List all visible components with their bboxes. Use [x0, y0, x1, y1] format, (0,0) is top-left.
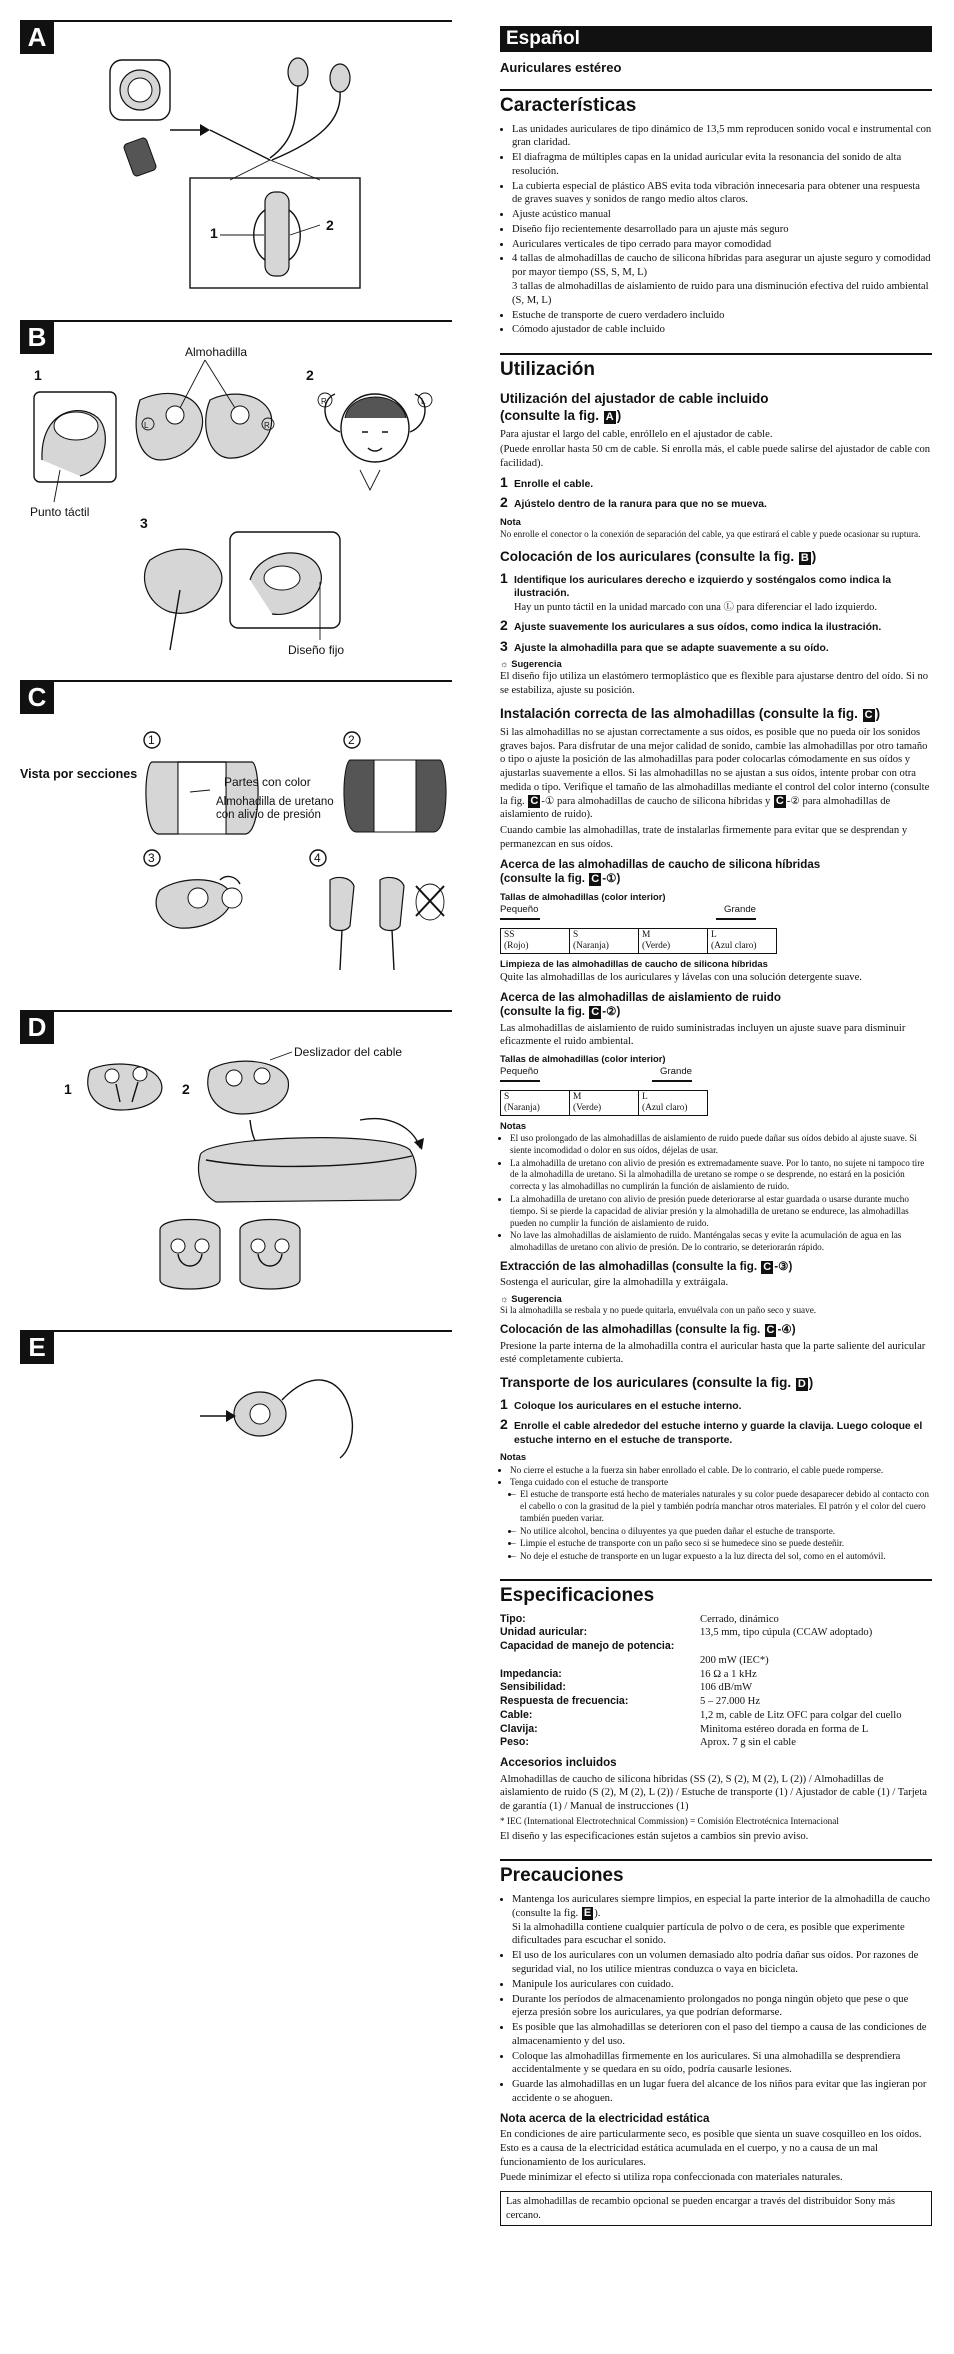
- figure-b-step-1: 1: [34, 367, 42, 383]
- placing-step-1: 1 Identifique los auriculares derecho e izquierdo y sosténgalos como indica la ilustración. Hay un punto táctil en la unidad marcado con una Ⓛ para diferenciar el lado izquierdo.: [500, 569, 892, 613]
- list-item: • Las unidades auriculares de tipo dinámico de 13,5 mm reproducen sonido vocal e instrumental con gran claridad.: [512, 123, 932, 151]
- figure-d-illustration: [20, 1010, 452, 1310]
- adjuster-step-2: 2 Ajústelo dentro de la ranura para que no se mueva.: [500, 494, 767, 511]
- list-item: • Auriculares verticales de tipo cerrado para mayor comodidad: [512, 238, 932, 252]
- placing-step-3: 3 Ajuste la almohadilla para que se adapte suavemente a su oído.: [500, 637, 829, 654]
- adjuster-heading: Utilización del ajustador de cable incluido (consulte la fig. A ): [500, 390, 769, 423]
- figure-b-label-almohadilla: Almohadilla: [185, 345, 248, 359]
- install-heading: Instalación correcta de las almohadillas (consulte la fig. C ): [500, 706, 881, 722]
- figure-b-label-diseno: Diseño fijo: [288, 643, 345, 657]
- list-item: – • No utilice alcohol, bencina o diluyentes ya que pueden dañar el estuche de transporte.: [520, 1526, 932, 1538]
- removal-heading: Extracción de las almohadillas (consulte la fig. C -③): [500, 1259, 793, 1273]
- list-item: • Durante los períodos de almacenamiento prolongados no ponga ningún objeto que pese o que ejerza presión sobre los auriculares, ya que podrían deformarse.: [512, 1993, 932, 2021]
- svg-text:R: R: [264, 421, 270, 430]
- figure-e-illustration: [20, 1330, 452, 1460]
- figure-c-uretano: Almohadilla de uretano con alivio de presión: [216, 796, 334, 822]
- list-item: • Coloque las almohadillas firmemente en los auriculares. Si una almohadilla se desprendiera accidentalmente y se quedara en su oído, podría causarle lesiones.: [512, 2050, 932, 2078]
- usage-heading: Utilización: [500, 353, 932, 383]
- specs-heading: Especificaciones: [500, 1579, 932, 1609]
- figure-a-illustration: [20, 20, 452, 310]
- noise-heading: Acerca de las almohadillas de aislamiento de ruido (consulte la fig. C -②): [500, 990, 781, 1019]
- svg-text:1: 1: [148, 733, 155, 747]
- replacement-note: Las almohadillas de recambio opcional se pueden encargar a través del distribuidor Sony más cercano.: [500, 2191, 932, 2226]
- list-item: • La almohadilla de uretano con alivio de presión es extremadamente suave. Por lo tanto, no sujete ni tampoco tire de la almohadilla de uretano. Si la almohadilla de uretano se rompe o se desprende, no estará en la posición correcta y las almohadillas no cumplirán la función de aislamiento de ruido.: [510, 1158, 932, 1193]
- figure-c-partes: Partes con color: [224, 775, 311, 789]
- list-item: – • No deje el estuche de transporte en un lugar expuesto a la luz directa del sol, como en el automóvil.: [520, 1551, 932, 1563]
- figure-letter-b: B: [20, 320, 54, 354]
- lightbulb-icon: ☼: [500, 658, 509, 670]
- figure-d-step-1: 1: [64, 1081, 72, 1097]
- list-item: • Manipule los auriculares con cuidado.: [512, 1978, 932, 1992]
- svg-text:2: 2: [348, 733, 355, 747]
- features-heading: Características: [500, 89, 932, 119]
- silicone-size-scale: Pequeño Grande: [500, 904, 756, 926]
- precautions-heading: Precauciones: [500, 1859, 932, 1889]
- figure-b-step-3: 3: [140, 515, 148, 531]
- list-item: • Cómodo ajustador de cable incluido: [512, 323, 932, 337]
- figure-e: [20, 1330, 452, 1460]
- list-item: • El uso prolongado de las almohadillas de aislamiento de ruido puede dañar sus oídos debido al ajuste suave. Si siente incomodidad o dolor en sus oídos, déjelas de usar.: [510, 1133, 932, 1157]
- figure-b-label-punto: Punto táctil: [30, 505, 90, 519]
- placing-step-2: 2 Ajuste suavemente los auriculares a sus oídos, como indica la ilustración.: [500, 617, 882, 634]
- noise-size-scale: Pequeño Grande: [500, 1066, 692, 1088]
- list-item: • No lave las almohadillas de aislamiento de ruido. Manténgalas secas y evite la acumulación de agua en las almohadillas de uretano con alivio de presión. De lo contrario, se deteriorarán rápido.: [510, 1230, 932, 1254]
- list-item: • Estuche de transporte de cuero verdadero incluido: [512, 309, 932, 323]
- accessories-heading: Accesorios incluidos: [500, 1756, 617, 1770]
- features-list: [500, 123, 932, 337]
- svg-text:L: L: [144, 421, 149, 430]
- specs-table: Tipo: Cerrado, dinámico Unidad auricular: 13,5 mm, tipo cúpula (CCAW adoptado) Capacidad de manejo de potencia: 200 mW (IEC*) Impedancia: 16 Ω a 1 kHz Sensibilidad: 106 dB/mW Respuesta de frecuencia: 5 – 27.000 Hz Cable: 1,2 m, cable de Litz OFC para colgar del cuello Clavija: Minitoma estéreo dorada en forma de L Peso: Aprox. 7 g sin el cable: [500, 1612, 902, 1749]
- attach-heading: Colocación de las almohadillas (consulte la fig. C -④): [500, 1323, 796, 1337]
- list-item: • Diseño fijo recientemente desarrollado para un ajuste más seguro: [512, 223, 932, 237]
- figure-d-step-2: 2: [182, 1081, 190, 1097]
- silicone-heading: Acerca de las almohadillas de caucho de silicona híbridas (consulte la fig. C -①): [500, 857, 821, 886]
- list-item: • El uso de los auriculares con un volumen demasiado alto podría dañar sus oídos. Por razones de seguridad vial, no los utilice mientras conduzca o vaya en bicicleta.: [512, 1949, 932, 1977]
- figure-b-step-2: 2: [306, 367, 314, 383]
- placing-heading: Colocación de los auriculares (consulte la fig. B ): [500, 548, 817, 564]
- lightbulb-icon: ☼: [500, 1293, 509, 1305]
- list-item: • La almohadilla de uretano con alivio de presión puede deteriorarse al estar guardada o usarse durante mucho tiempo. Si se pierde la capacidad de aliviar presión y la almohadilla de uretano se endurece, las almohadillas pueden no cumplir la función de aislamiento de ruido.: [510, 1194, 932, 1229]
- figure-b: [20, 320, 452, 660]
- svg-text:4: 4: [314, 851, 321, 865]
- figure-c-vista: Vista por secciones: [20, 767, 138, 781]
- list-item: • Ajuste acústico manual: [512, 208, 932, 222]
- list-item: • 4 tallas de almohadillas de caucho de silicona híbridas para asegurar un ajuste seguro y comodidad por mayor tiempo (SS, S, M, L) 3 tallas de almohadillas de aislamiento de ruido para una disminución efectiva del ruido ambiental (S, M, L): [512, 252, 932, 307]
- language-header: Español: [500, 26, 932, 52]
- list-item: • Mantenga los auriculares siempre limpios, en especial la parte interior de la almohadilla de caucho (consulte la fig. E ). Si la almohadilla contiene cualquier partícula de polvo o de cera, es posible que experimente dificultades para escuchar el sonido.: [512, 1893, 932, 1948]
- figure-letter-a: A: [20, 20, 54, 54]
- svg-text:R: R: [321, 397, 327, 406]
- list-item: • Tenga cuidado con el estuche de transporte – • El estuche de transporte está hecho de materiales naturales y su color puede desaparecer debido al contacto con el cabello o con la grasitud de la piel y también podría manchar otros materiales. El patrón y el color del cuero también pueden variar. – • No utilice alcohol, bencina o diluyentes ya que pueden dañar el estuche de transporte. – • Limpie el estuche de transporte con un paño seco si se humedece sino se puede desteñir. – • No deje el estuche de transporte en un lugar expuesto a la luz directa del sol, como en el automóvil.: [510, 1477, 932, 1562]
- svg-text:L: L: [421, 397, 426, 406]
- figure-a: [20, 20, 452, 310]
- svg-text:3: 3: [148, 851, 155, 865]
- text-column: Español Auriculares estéreo Características • Las unidades auriculares de tipo dinámico de 13,5 mm reproducen sonido vocal e instrumental con gran claridad. • El diafragma de múltiples capas en la unidad auricular evita la resonancia del sonido de alta resolución. • La cubierta especial de plástico ABS evita toda vibración innecesaria para obtener una respuesta de graves suaves y sonidos de rango medio altos claros. • Ajuste acústico manual • Diseño fijo recientemente desarrollado para un ajuste más seguro • Auriculares verticales de tipo cerrado para mayor comodidad • 4 tallas de almohadillas de caucho de silicona híbridas para asegurar un ajuste seguro y comodidad por mayor tiempo (SS, S, M, L) 3 tallas de almohadillas de aislamiento de ruido para una disminución efectiva del ruido ambiental (S, M, L) • Estuche de transporte de cuero verdadero incluido • Cómodo ajustador de cable incluido Utilización Utilización del ajustador de cable incluido (consulte la fig. A ) Para ajustar el largo del cable, enróllelo en el ajustador de cable. (Puede enrollar hasta 50 cm de cable. Si enrolla más, el cable puede salirse del ajustador de cable con facilidad). 1 Enrolle el cable. 2 Ajústelo dentro de la ranura para que no se mueva. Nota No enrolle el conector o la conexión de separación del cable, ya que estirará el cable y puede ocasionar su ruptura. Colocación de los auriculares (consulte la fig. B ) 1 Identifique los auriculares derecho e izquierdo y sosténgalos como indica la ilustración. Hay un punto táctil en la unidad marcado con una Ⓛ para diferenciar el lado izquierdo. 2 Ajuste suavemente los auriculares a sus oídos, como indica la ilustración. 3 Ajuste la almohadilla para que se adapte suavemente a su oído. ☼ Sugerencia El diseño fijo utiliza un elastómero termoplástico que es flexible para ajustarse dentro del oído. Si no se estabiliza, ajuste su posición. Instalación correcta de las almohadillas (consulte la fig. C ) Si las almohadillas no se ajustan correctamente a sus oídos, es posible que no pueda oír los sonidos graves bajos. Para disfrutar de una mejor calidad de sonido, cambie las almohadillas por otro tamaño o tipo o ajuste la posición de las almohadillas para poder colocarlas cómodamente en sus oídos y ajustarlas suavemente a ellos. Si las almohadillas no se ajustan a sus oídos, intente probar con otra medida o tipo. Verifique el tamaño de las almohadillas mediante el control del color interno (consulte la fig. C -① para almohadillas de caucho de silicona híbridas y C -② para almohadillas de aislamiento de ruido). Cuando cambie las almohadillas, trate de instalarlas firmemente para evitar que se desprendan y permanezcan en sus oídos. Acerca de las almohadillas de caucho de silicona híbridas (consulte la fig. C -①) Tallas de almohadillas (color interior) Pequeño Grande SS (Rojo) S (Naranja) M (Verde) L (Azul claro) Limpieza de las almohadillas de caucho de silicona híbridas Quite las almohadillas de los auriculares y lávelas con una solución detergente suave. Acerca de las almohadillas de aislamiento de ruido (consulte la fig. C -②) Las almohadillas de aislamiento de ruido suministradas incluyen un ajuste suave para disminuir eficazmente el ruido ambiental. Tallas de almohadillas (color interior) Pequeño Grande S (Naranja) M (Verde) L (Azul claro) Notas • El uso prolongado de las almohadillas de aislamiento de ruido puede dañar sus oídos debido al ajuste suave. Si siente incomodidad o dolor en sus oídos, déjelas de usar. • La almohadilla de uretano con alivio de presión es extremadamente suave. Por lo tanto, no sujete ni tampoco tire de la almohadilla de uretano. Si la almohadilla de uretano se rompe o se desprende, no estará en la posición correcta y las almohadillas no cumplirán la función de aislamiento de ruido. • La almohadilla de uretano con alivio de presión puede deteriorarse al estar guardada o usarse durante mucho tiempo. Si se pierde la capacidad de aliviar presión y la almohadilla de uretano se endurece, las almohadillas pueden no cumplir la función de aislamiento de ruido. • No lave las almohadillas de aislamiento de ruido. Manténgalas secas y evite la acumulación de agua en las almohadillas de uretano con alivio de presión. De lo contrario, se deteriorarán rápido. Extracción de las almohadillas (consulte la fig. C -③) Sostenga el auricular, gire la almohadilla y extráigala. ☼ Sugerencia Si la almohadilla se resbala y no puede quitarla, envuélvala con un paño seco y suave. Colocación de las almohadillas (consulte la fig. C -④) Presione la parte interna de la almohadilla contra el auricular hasta que la parte saliente del auricular esté completamente cubierta. Transporte de los auriculares (consulte la fig. D ) 1 Coloque los auriculares en el estuche interno. 2 Enrolle el cable alrededor del estuche interno y guarde la clavija. Luego coloque el estuche interno en el estuche de transporte. Notas • No cierre el estuche a la fuerza sin haber enrollado el cable. De lo contrario, el cable puede romperse. • Tenga cuidado con el estuche de transporte – • El estuche de transporte está hecho de materiales naturales y su color puede desaparecer debido al contacto con el cabello o con la grasitud de la piel y también podría manchar otros materiales. El patrón y el color del cuero también pueden variar. – • No utilice alcohol, bencina o diluyentes ya que pueden dañar el estuche de transporte. – • Limpie el estuche de transporte con un paño seco si se humedece sino se puede desteñir. – • No deje el estuche de transporte en un lugar expuesto a la luz directa del sol, como en el automóvil. Especificaciones Tipo: Cerrado, dinámico Unidad auricular: 13,5 mm, tipo cúpula (CCAW adoptado) Capacidad de manejo de potencia: 200 mW (IEC*) Impedancia: 16 Ω a 1 kHz Sensibilidad: 106 dB/mW Respuesta de frecuencia: 5 – 27.000 Hz Cable: 1,2 m, cable de Litz OFC para colgar del cuello Clavija: Minitoma estéreo dorada en forma de L Peso: Aprox. 7 g sin el cable Accesorios incluidos Almohadillas de caucho de silicona híbridas (SS (2), S (2), M (2), L (2)) / Almohadillas de aislamiento de ruido (S (2), M (2), L (2)) / Estuche de transporte (1) / Ajustador de cable (1) / Tarjeta de garantía (1) / Manual de instrucciones (1) * IEC (International Electrotechnical Commission) = Comisión Electrotécnica Internacional El diseño y las especificaciones están sujetos a cambios sin previo aviso. Precauciones • Mantenga los auriculares siempre limpios, en especial la parte interior de la almohadilla de caucho (consulte la fig. E ). Si la almohadilla contiene cualquier partícula de polvo o de cera, es posible que experimente dificultades para escuchar el sonido. • El uso de los auriculares con un volumen demasiado alto podría dañar sus oídos. Por razones de seguridad vial, no los utilice mientras conduzca o vaya en bicicleta. • Manipule los auriculares con cuidado. • Durante los períodos de almacenamiento prolongados no ponga ningún objeto que pese o que ejerza presión sobre los auriculares, ya que podrían deformarse. • Es posible que las almohadillas se deterioren con el paso del tiempo a causa de las condiciones de almacenamiento y del uso. • Coloque las almohadillas firmemente en los auriculares. Si una almohadilla se desprendiera accidentalmente y se quedara en su oído, podría causarle lesiones. • Guarde las almohadillas en un lugar fuera del alcance de los niños para evitar que las ingieran por accidente o se ahoguen. Nota acerca de la electricidad estática En condiciones de aire particularmente seco, es posible que sienta un suave cosquilleo en los oídos. Esto es a causa de la electricidad estática acumulada en el cuerpo, y no a causa de un mal funcionamiento de los auriculares. Puede minimizar el efecto si utiliza ropa confeccionada con materiales naturales. Las almohadillas de recambio opcional se pueden encargar a través del distribuidor Sony más cercano.: [500, 26, 932, 2226]
- figure-c-illustration: [20, 680, 452, 990]
- precautions-list: [500, 1893, 932, 2105]
- list-item: • Guarde las almohadillas en un lugar fuera del alcance de los niños para evitar que las ingieran por accidente o se ahoguen.: [512, 2078, 932, 2106]
- list-item: • No cierre el estuche a la fuerza sin haber enrollado el cable. De lo contrario, el cable puede romperse.: [510, 1465, 932, 1477]
- product-title: Auriculares estéreo: [500, 60, 622, 75]
- list-item: • El diafragma de múltiples capas en la unidad auricular evita la resonancia del sonido de alta resolución.: [512, 151, 932, 179]
- figure-d: [20, 1010, 452, 1310]
- adjuster-step-1: 1 Enrolle el cable.: [500, 473, 594, 490]
- figure-letter-e: E: [20, 1330, 54, 1364]
- list-item: – • Limpie el estuche de transporte con un paño seco si se humedece sino se puede desteñir.: [520, 1538, 932, 1550]
- list-item: • Es posible que las almohadillas se deterioren con el paso del tiempo a causa de las condiciones de almacenamiento y del uso.: [512, 2021, 932, 2049]
- transport-heading: Transporte de los auriculares (consulte la fig. D ): [500, 1375, 814, 1391]
- figure-d-deslizador: Deslizador del cable: [294, 1045, 403, 1059]
- figure-b-illustration: [20, 320, 452, 660]
- figure-a-label-2: 2: [326, 217, 334, 233]
- list-item: • La cubierta especial de plástico ABS evita toda vibración innecesaria para obtener una respuesta de graves suaves y sonidos de rango medio altos claros.: [512, 180, 932, 208]
- static-heading: Nota acerca de la electricidad estática: [500, 2111, 710, 2125]
- figure-letter-c: C: [20, 680, 54, 714]
- figure-c: [20, 680, 452, 990]
- noise-size-table: S (Naranja) M (Verde) L (Azul claro): [500, 1090, 708, 1116]
- list-item: – • El estuche de transporte está hecho de materiales naturales y su color puede desaparecer debido al contacto con el cabello o con la grasitud de la piel y también podría manchar otros materiales. El patrón y el color del cuero también pueden variar.: [520, 1489, 932, 1524]
- figure-a-label-1: 1: [210, 225, 218, 241]
- silicone-size-table: SS (Rojo) S (Naranja) M (Verde) L (Azul claro): [500, 928, 777, 954]
- figure-letter-d: D: [20, 1010, 54, 1044]
- placing-tip: ☼ Sugerencia: [500, 658, 562, 670]
